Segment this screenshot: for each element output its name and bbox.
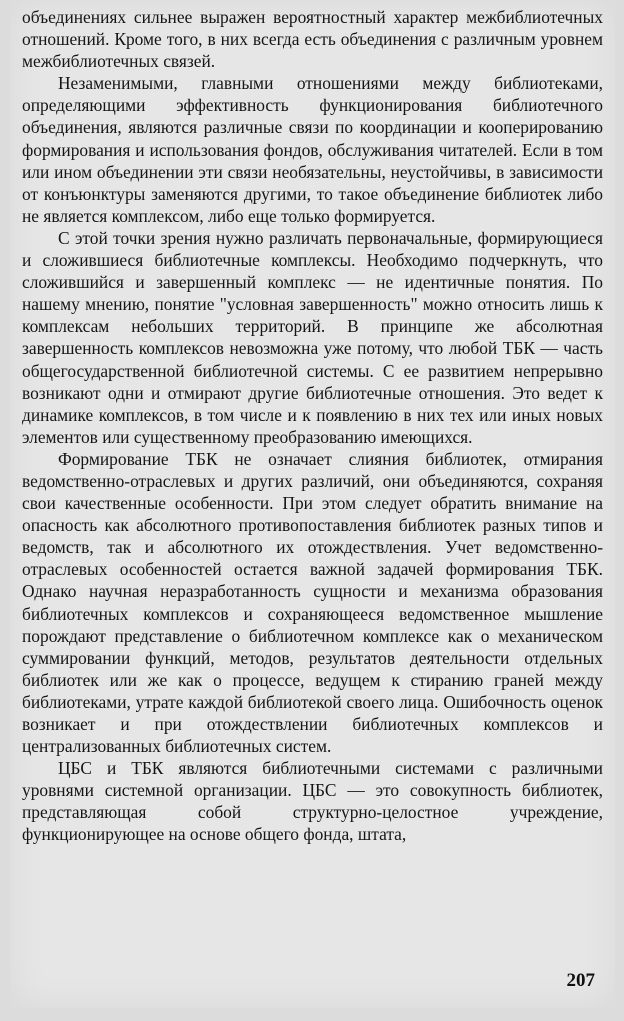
paragraph-5: ЦБС и ТБК являются библиотечными системами с различными уровнями системной организации. ЦБС — это совокупность библиотек, представляющая собой структурно-целостное учреждение, функционирующее на основе общего фонда, штата, [22,758,603,845]
paragraph-1: объединениях сильнее выражен вероятностный характер межбиблиотечных отношений. Кроме того, в них всегда есть объединения с различным уровнем межбиблиотечных связей. [22,7,603,72]
document-page [10,0,615,1008]
body-text [22,6,603,846]
paragraph-4: Формирование ТБК не означает слияния библиотек, отмирания ведомственно-отраслевых и других различий, они объединяются, сохраняя свои качественные особенности. При этом следует обратить внимание на опасность как абсолютного противопоставления библиотек разных типов и ведомств, так и абсолютного их отождествления. Учет ведомственно-отраслевых особенностей остается важной задачей формирования ТБК. Однако научная неразработанность сущности и механизма образования библиотечных комплексов и сохраняющееся ведомственное мышление порождают представление о библиотечном комплексе как о механическом суммировании функций, методов, результатов деятельности отдельных библиотек или же как о процессе, ведущем к стиранию граней между библиотеками, утрате каждой библиотекой своего лица. Ошибочность оценок возникает и при отождествлении библиотечных комплексов и централизованных библиотечных систем. [22,448,603,757]
paragraph-2: Незаменимыми, главными отношениями между библиотеками, определяющими эффективность функционирования библиотечного объединения, являются различные связи по координации и кооперированию формирования и использования фондов, обслуживания читателей. Если в том или ином объединении эти связи необязательны, неустойчивы, в зависимости от конъюнктуры заменяются другими, то такое объединение библиотек либо не является комплексом, либо еще только формируется. [22,73,603,226]
paragraph-3: С этой точки зрения нужно различать первоначальные, формирующиеся и сложившиеся библиотечные комплексы. Необходимо подчеркнуть, что сложившийся и завершенный комплекс — не идентичные понятия. По нашему мнению, понятие "условная завершенность" можно относить лишь к комплексам небольших территорий. В принципе же абсолютная завершенность комплексов невозможна уже потому, что любой ТБК — часть общегосударственной библиотечной системы. С ее развитием непрерывно возникают одни и отмирают другие библиотечные отношения. Это ведет к динамике комплексов, в том числе и к появлению в них тех или иных новых элементов или существенному преобразованию имеющихся. [22,227,603,447]
page-number: 207 [566,970,595,991]
